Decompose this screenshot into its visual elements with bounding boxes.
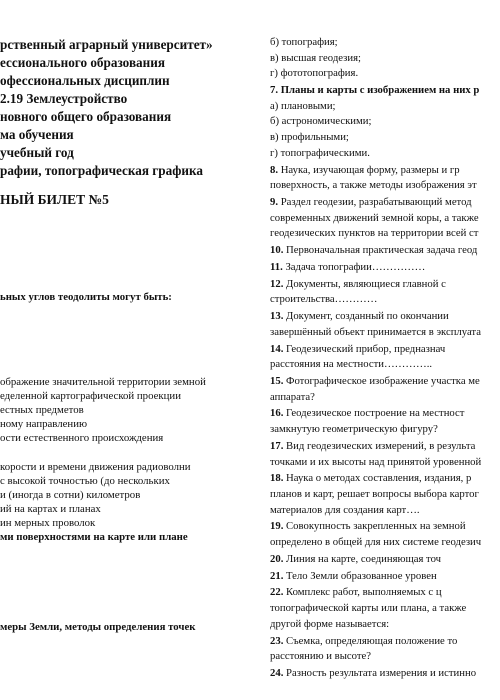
line-text: б) астрономическими;: [270, 115, 372, 127]
line-text: Линия на карте, соединяющая точ: [286, 553, 442, 565]
question-number: 18.: [270, 472, 287, 484]
answer-line: [270, 100, 336, 113]
answer-line: [270, 293, 377, 306]
line-text: Первоначальная практическая задача геод: [286, 244, 478, 256]
line-text: Задача топографии……………: [285, 261, 426, 273]
line-text: в) профильными;: [270, 131, 349, 143]
question-line: [270, 520, 466, 533]
radio-line-2: с высокой точностью (до нескольких: [0, 475, 170, 487]
right-column: [270, 0, 500, 700]
earth-question: меры Земли, методы определения точек: [0, 621, 196, 633]
question-number: 13.: [270, 310, 287, 322]
answer-line: [270, 618, 389, 631]
answer-line: [270, 391, 315, 404]
line-text: замкнутую геометрическую фигуру?: [270, 423, 438, 435]
question-line: [270, 278, 446, 291]
surface-question: ми поверхностями на карте или плане: [0, 531, 188, 543]
answer-line: [270, 52, 361, 65]
line-text: Разность результата измерения и истинно: [286, 667, 477, 679]
line-text: геодезических пунктов на территории всей ст: [270, 227, 479, 239]
question-line: [270, 343, 445, 356]
question-number: 10.: [270, 244, 287, 256]
question-line: [270, 407, 464, 420]
question-number: 22.: [270, 586, 287, 598]
definition-line-4: ному направлению: [0, 418, 88, 430]
line-text: Тело Земли образованное уровен: [286, 570, 437, 582]
header-general-education: новного общего образования: [0, 109, 172, 124]
question-line: [270, 375, 480, 388]
line-text: завершённый объект принимается в эксплуата: [270, 326, 481, 338]
header-study-form: ма обучения: [0, 127, 74, 142]
question-line: [270, 244, 477, 257]
answer-line: [270, 650, 371, 663]
question-line: [270, 310, 449, 323]
answer-line: [270, 227, 478, 240]
line-text: Съемка, определяющая положение то: [286, 635, 458, 647]
line-text: Геодезическое построение на местност: [286, 407, 465, 419]
question-line: [270, 196, 472, 209]
question-line: [270, 570, 437, 583]
answer-line: [270, 536, 481, 549]
line-text: в) высшая геодезия;: [270, 52, 361, 64]
answer-line: [270, 358, 432, 371]
question-number: 11.: [270, 261, 286, 273]
line-text: расстоянию и высоте?: [270, 650, 371, 662]
line-text: материалов для создания карт….: [270, 504, 420, 516]
question-line: [270, 84, 479, 97]
question-line: [270, 261, 425, 274]
line-text: Геодезический прибор, предназнач: [286, 343, 446, 355]
header-disciplines: офессиональных дисциплин: [0, 73, 170, 88]
answer-line: [270, 326, 481, 339]
line-text: Документ, созданный по окончании: [286, 310, 449, 322]
line-text: Документы, являющиеся главной с: [286, 278, 446, 290]
header-academic-year: учебный год: [0, 145, 74, 160]
question-line: [270, 440, 475, 453]
answer-line: [270, 456, 481, 469]
answer-line: [270, 179, 477, 192]
question-number: 17.: [270, 440, 287, 452]
radio-line-4: ий на картах и планах: [0, 503, 101, 515]
line-text: поверхность, а также методы изображения эт: [270, 179, 477, 191]
question-number: 23.: [270, 635, 287, 647]
radio-line-1: корости и времени движения радиоволни: [0, 461, 191, 473]
line-text: б) топография;: [270, 36, 338, 48]
line-text: строительства…………: [270, 293, 378, 305]
definition-line-1: ображение значительной территории земной: [0, 376, 206, 388]
question-line: [270, 472, 471, 485]
question-number: 20.: [270, 553, 287, 565]
question-number: 16.: [270, 407, 287, 419]
line-text: Раздел геодезии, разрабатывающий метод: [280, 196, 472, 208]
question-number: 7.: [270, 84, 281, 96]
question-line: [270, 164, 460, 177]
definition-line-2: еделенной картографической проекции: [0, 390, 181, 402]
question-number: 15.: [270, 375, 287, 387]
answer-line: [270, 488, 479, 501]
ticket-title: НЫЙ БИЛЕТ №5: [0, 192, 109, 207]
question-angles: ьных углов теодолиты могут быть:: [0, 291, 172, 303]
header-discipline-name: рафии, топографическая графика: [0, 163, 203, 178]
line-text: определено в общей для них системе геодезич: [270, 536, 482, 548]
question-number: 24.: [270, 667, 287, 679]
header-education: ессионального образования: [0, 55, 165, 70]
line-text: другой форме называется:: [270, 618, 390, 630]
line-text: а) плановыми;: [270, 100, 336, 112]
answer-line: [270, 602, 466, 615]
answer-line: [270, 131, 349, 144]
question-number: 8.: [270, 164, 281, 176]
answer-line: [270, 36, 338, 49]
answer-line: [270, 212, 479, 225]
line-text: Планы и карты с изображением на них р: [280, 84, 480, 96]
question-number: 9.: [270, 196, 281, 208]
line-text: г) топографическими.: [270, 147, 370, 159]
answer-line: [270, 504, 420, 517]
answer-line: [270, 115, 371, 128]
line-text: Наука о методах составления, издания, р: [286, 472, 472, 484]
header-specialty: 2.19 Землеустройство: [0, 91, 128, 106]
header-university: рственный аграрный университет»: [0, 37, 213, 52]
definition-line-5: ости естественного происхождения: [0, 432, 164, 444]
question-line: [270, 667, 476, 680]
line-text: топографической карты или плана, а также: [270, 602, 467, 614]
question-number: 19.: [270, 520, 287, 532]
question-line: [270, 586, 442, 599]
radio-line-3: и (иногда в сотни) километров: [0, 489, 141, 501]
line-text: Вид геодезических измерений, в результа: [286, 440, 476, 452]
line-text: Комплекс работ, выполняемых с ц: [286, 586, 442, 598]
question-number: 14.: [270, 343, 287, 355]
question-number: 12.: [270, 278, 287, 290]
line-text: планов и карт, решает вопросы выбора картог: [270, 488, 479, 500]
definition-line-3: естных предметов: [0, 404, 84, 416]
question-number: 21.: [270, 570, 287, 582]
line-text: аппарата?: [270, 391, 315, 403]
radio-line-5: ин мерных проволок: [0, 517, 96, 529]
answer-line: [270, 67, 358, 80]
line-text: расстояния на местности…………..: [270, 358, 433, 370]
line-text: Совокупность закрепленных на земной: [286, 520, 466, 532]
question-line: [270, 635, 457, 648]
line-text: Фотографическое изображение участка ме: [286, 375, 480, 387]
line-text: Наука, изучающая форму, размеры и гр: [280, 164, 460, 176]
answer-line: [270, 423, 438, 436]
line-text: г) фототопография.: [270, 67, 359, 79]
question-line: [270, 553, 441, 566]
answer-line: [270, 147, 370, 160]
line-text: точками и их высоты над принятой уровенной: [270, 456, 482, 468]
line-text: современных движений земной коры, а также: [270, 212, 479, 224]
